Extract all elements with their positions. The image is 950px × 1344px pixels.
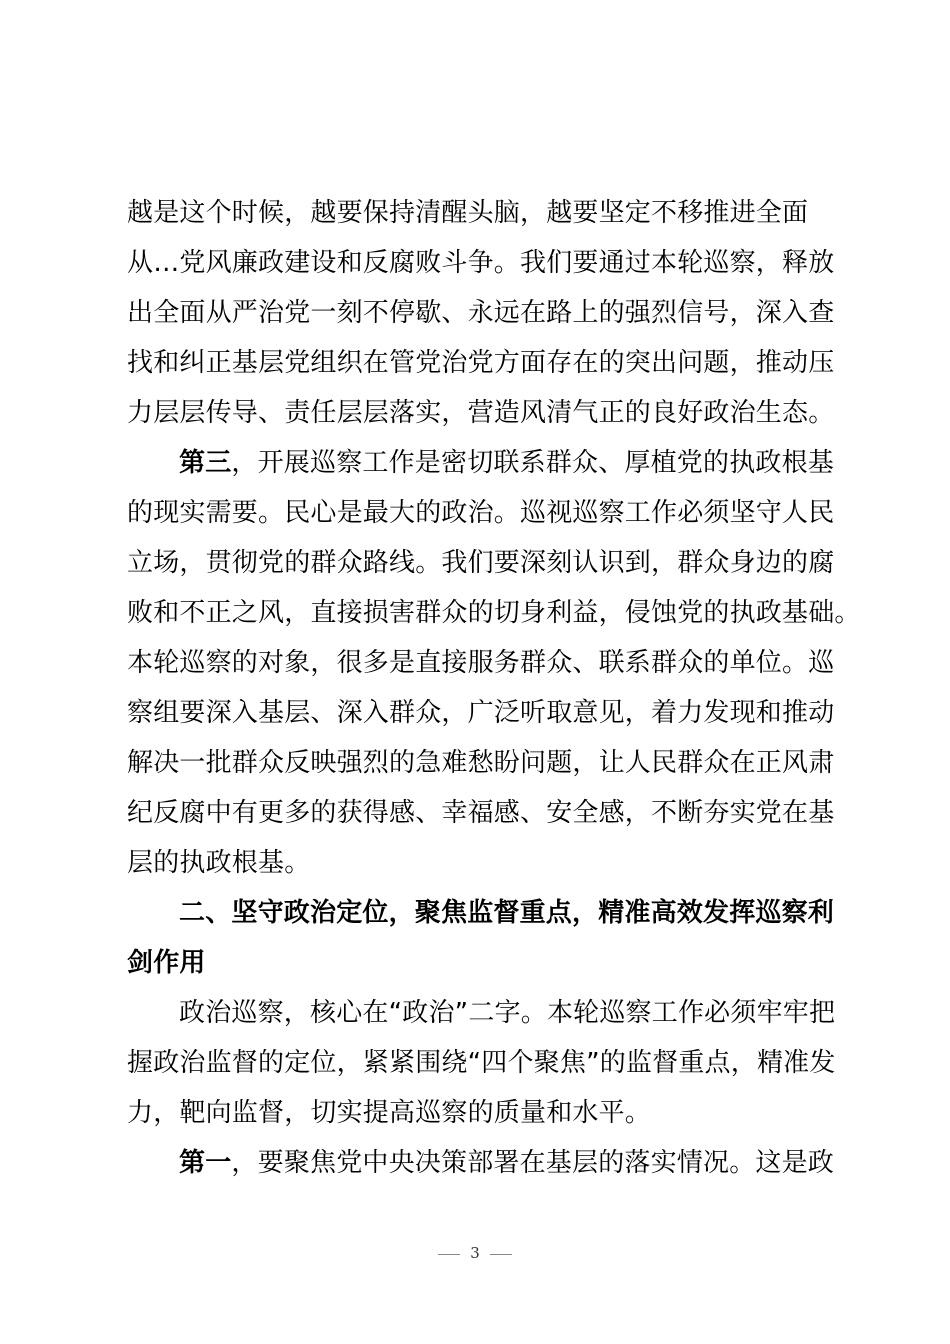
paragraph-line-first-point — [179, 1146, 834, 1180]
dash-left-decoration — [438, 1254, 460, 1255]
section-heading: 二、坚守政治定位，聚焦监督重点，精准高效发挥巡察利 — [179, 898, 835, 928]
paragraph-line: 越是这个时候，越要保持清醒头脑，越要坚定不移推进全面 — [127, 198, 809, 228]
page-footer — [0, 1243, 950, 1263]
paragraph-line: 层的执政根基。 — [127, 848, 311, 878]
paragraph-line: 政治巡察，核心在“政治”二字。本轮巡察工作必须牢牢把 — [179, 998, 836, 1028]
paragraph-text: ，要聚焦党中央决策部署在基层的落实情况。这是政 — [231, 1148, 835, 1178]
paragraph-line: 解决一批群众反映强烈的急难愁盼问题，让人民群众在正风肃 — [127, 748, 835, 778]
paragraph-line: 本轮巡察的对象，很多是直接服务群众、联系群众的单位。巡 — [127, 648, 835, 678]
paragraph-text: ，开展巡察工作是密切联系群众、厚植党的执政根基 — [231, 448, 835, 478]
page-number: 3 — [470, 1244, 480, 1262]
paragraph-line: 立场，贯彻党的群众路线。我们要深刻认识到，群众身边的腐 — [127, 548, 835, 578]
paragraph-line: 从…党风廉政建设和反腐败斗争。我们要通过本轮巡察，释放 — [127, 248, 835, 278]
paragraph-line: 找和纠正基层党组织在管党治党方面存在的突出问题，推动压 — [127, 348, 835, 378]
paragraph-line: 出全面从严治党一刻不停歇、永远在路上的强烈信号，深入查 — [127, 298, 835, 328]
paragraph-line: 力层层传导、责任层层落实，营造风清气正的良好政治生态。 — [127, 398, 835, 428]
paragraph-line: 的现实需要。民心是最大的政治。巡视巡察工作必须坚守人民 — [127, 498, 835, 528]
section-heading: 剑作用 — [127, 948, 206, 978]
paragraph-line: 察组要深入基层、深入群众，广泛听取意见，着力发现和推动 — [127, 698, 835, 728]
paragraph-line: 纪反腐中有更多的获得感、幸福感、安全感，不断夯实党在基 — [127, 798, 835, 828]
point-label-third: 第三 — [179, 448, 232, 478]
dash-right-decoration — [490, 1254, 512, 1255]
paragraph-line-third-point — [179, 446, 834, 480]
paragraph-line: 败和不正之风，直接损害群众的切身利益，侵蚀党的执政基础。 — [127, 598, 861, 628]
paragraph-line: 力，靶向监督，切实提高巡察的质量和水平。 — [127, 1098, 652, 1128]
paragraph-line: 握政治监督的定位，紧紧围绕“四个聚焦”的监督重点，精准发 — [127, 1048, 836, 1078]
point-label-first: 第一 — [179, 1148, 232, 1178]
